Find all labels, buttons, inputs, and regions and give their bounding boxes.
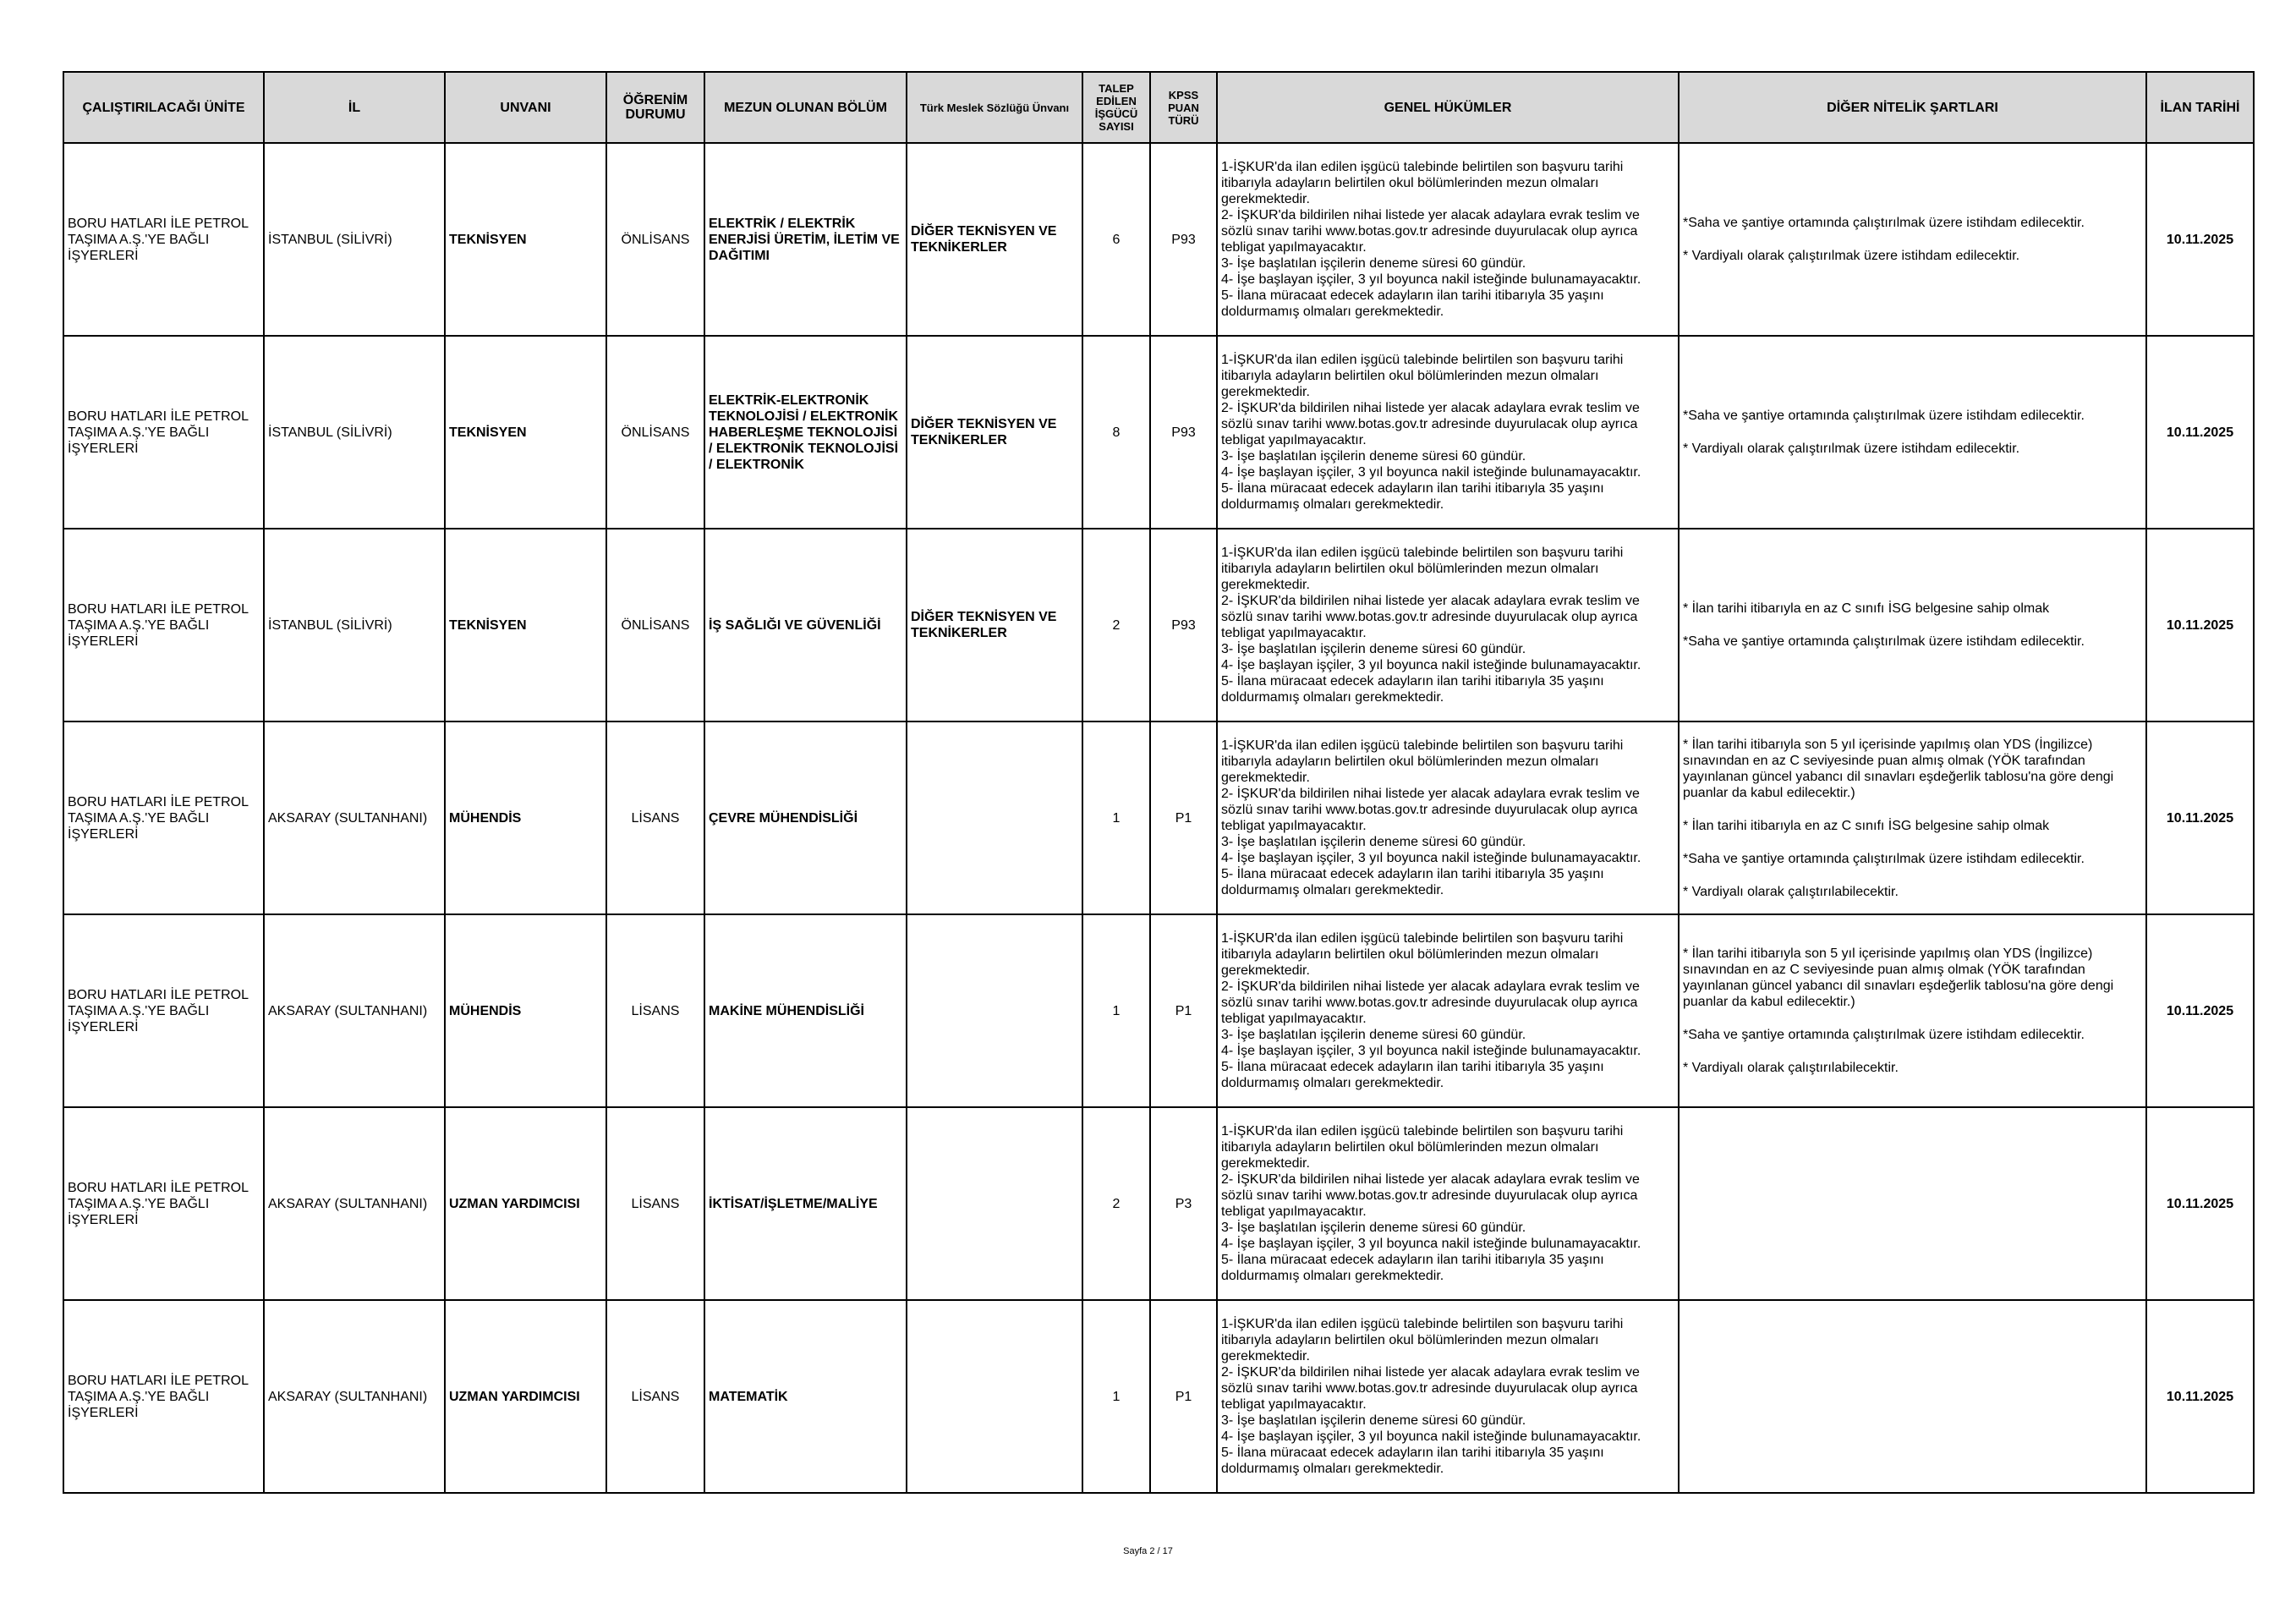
- date-cell: 10.11.2025: [2146, 336, 2254, 529]
- count-cell: 1: [1082, 914, 1150, 1107]
- kpss-cell: P1: [1150, 1300, 1217, 1493]
- date-cell: 10.11.2025: [2146, 1300, 2254, 1493]
- table-row: [63, 336, 2254, 529]
- city-cell: İSTANBUL (SİLİVRİ): [264, 529, 445, 721]
- date-cell: 10.11.2025: [2146, 529, 2254, 721]
- kpss-cell: P93: [1150, 336, 1217, 529]
- city-cell: İSTANBUL (SİLİVRİ): [264, 336, 445, 529]
- other-conditions-cell: [1679, 1300, 2146, 1493]
- kpss-cell: P93: [1150, 143, 1217, 336]
- unit-cell: BORU HATLARI İLE PETROL TAŞIMA A.Ş.'YE BAĞLI İŞYERLERİ: [63, 721, 264, 914]
- education-cell: ÖNLİSANS: [606, 336, 704, 529]
- other-conditions-cell: [1679, 1107, 2146, 1300]
- city-cell: AKSARAY (SULTANHANI): [264, 721, 445, 914]
- meslek-cell: [907, 721, 1082, 914]
- education-cell: ÖNLİSANS: [606, 529, 704, 721]
- general-rules-cell: 1-İŞKUR'da ilan edilen işgücü talebinde belirtilen son başvuru tarihi itibarıyla adayların belirtilen okul bölümlerinden mezun olmaları gerekmektedir. 2- İŞKUR'da bildirilen nihai listede yer alacak adaylara evrak teslim ve sözlü sınav tarihi www.botas.gov.tr adresinde duyurulacak olup ayrıca tebligat yapılmayacaktır. 3- İşe başlatılan işçilerin deneme süresi 60 gündür. 4- İşe başlayan işçiler, 3 yıl boyunca nakil isteğinde bulunamayacaktır. 5- İlana müracaat edecek adayların ilan tarihi itibarıyla 35 yaşını doldurmamış olmaları gerekmektedir.: [1217, 529, 1679, 721]
- unit-cell: BORU HATLARI İLE PETROL TAŞIMA A.Ş.'YE BAĞLI İŞYERLERİ: [63, 1107, 264, 1300]
- department-cell: ELEKTRİK-ELEKTRONİK TEKNOLOJİSİ / ELEKTRONİK HABERLEŞME TEKNOLOJİSİ / ELEKTRONİK TEKNOLOJİSİ / ELEKTRONİK: [704, 336, 907, 529]
- city-cell: AKSARAY (SULTANHANI): [264, 914, 445, 1107]
- kpss-cell: P1: [1150, 914, 1217, 1107]
- header-city: İL: [264, 72, 445, 143]
- condition-item: * Vardiyalı olarak çalıştırılmak üzere istihdam edilecektir.: [1683, 249, 2020, 263]
- kpss-cell: P93: [1150, 529, 1217, 721]
- meslek-cell: DİĞER TEKNİSYEN VE TEKNİKERLER: [907, 529, 1082, 721]
- header-count: TALEP EDİLEN İŞGÜCÜ SAYISI: [1082, 72, 1150, 143]
- condition-item: * İlan tarihi itibarıyla son 5 yıl içerisinde yapılmış olan YDS (İngilizce) sınavından en az C seviyesinde puan almış olmak (YÖK tarafından yayınlanan güncel yabancı dil sınavları eşdeğerlik tablosu'na göre dengi puanlar da kabul edilecektir.): [1683, 737, 2114, 800]
- count-cell: 2: [1082, 529, 1150, 721]
- kpss-cell: P1: [1150, 721, 1217, 914]
- header-conditions: DİĞER NİTELİK ŞARTLARI: [1679, 72, 2146, 143]
- department-cell: MATEMATİK: [704, 1300, 907, 1493]
- general-rules-cell: 1-İŞKUR'da ilan edilen işgücü talebinde belirtilen son başvuru tarihi itibarıyla adayların belirtilen okul bölümlerinden mezun olmaları gerekmektedir. 2- İŞKUR'da bildirilen nihai listede yer alacak adaylara evrak teslim ve sözlü sınav tarihi www.botas.gov.tr adresinde duyurulacak olup ayrıca tebligat yapılmayacaktır. 3- İşe başlatılan işçilerin deneme süresi 60 gündür. 4- İşe başlayan işçiler, 3 yıl boyunca nakil isteğinde bulunamayacaktır. 5- İlana müracaat edecek adayların ilan tarihi itibarıyla 35 yaşını doldurmamış olmaları gerekmektedir.: [1217, 143, 1679, 336]
- date-cell: 10.11.2025: [2146, 1107, 2254, 1300]
- header-department: MEZUN OLUNAN BÖLÜM: [704, 72, 907, 143]
- condition-item: * Vardiyalı olarak çalıştırılabilecektir.: [1683, 1061, 1899, 1075]
- job-listing-table: [63, 71, 2255, 1494]
- title-cell: TEKNİSYEN: [445, 143, 606, 336]
- other-conditions-cell: [1679, 914, 2146, 1107]
- kpss-cell: P3: [1150, 1107, 1217, 1300]
- table-row: [63, 721, 2254, 914]
- condition-item: * Vardiyalı olarak çalıştırılmak üzere istihdam edilecektir.: [1683, 442, 2020, 456]
- date-cell: 10.11.2025: [2146, 143, 2254, 336]
- other-conditions-cell: [1679, 529, 2146, 721]
- department-cell: ELEKTRİK / ELEKTRİK ENERJİSİ ÜRETİM, İLETİM VE DAĞITIMI: [704, 143, 907, 336]
- page-number: Sayfa 2 / 17: [1123, 1546, 1173, 1556]
- general-rules-cell: 1-İŞKUR'da ilan edilen işgücü talebinde belirtilen son başvuru tarihi itibarıyla adayların belirtilen okul bölümlerinden mezun olmaları gerekmektedir. 2- İŞKUR'da bildirilen nihai listede yer alacak adaylara evrak teslim ve sözlü sınav tarihi www.botas.gov.tr adresinde duyurulacak olup ayrıca tebligat yapılmayacaktır. 3- İşe başlatılan işçilerin deneme süresi 60 gündür. 4- İşe başlayan işçiler, 3 yıl boyunca nakil isteğinde bulunamayacaktır. 5- İlana müracaat edecek adayların ilan tarihi itibarıyla 35 yaşını doldurmamış olmaları gerekmektedir.: [1217, 914, 1679, 1107]
- department-cell: İŞ SAĞLIĞI VE GÜVENLİĞİ: [704, 529, 907, 721]
- unit-cell: BORU HATLARI İLE PETROL TAŞIMA A.Ş.'YE BAĞLI İŞYERLERİ: [63, 914, 264, 1107]
- header-title: UNVANI: [445, 72, 606, 143]
- general-rules-cell: 1-İŞKUR'da ilan edilen işgücü talebinde belirtilen son başvuru tarihi itibarıyla adayların belirtilen okul bölümlerinden mezun olmaları gerekmektedir. 2- İŞKUR'da bildirilen nihai listede yer alacak adaylara evrak teslim ve sözlü sınav tarihi www.botas.gov.tr adresinde duyurulacak olup ayrıca tebligat yapılmayacaktır. 3- İşe başlatılan işçilerin deneme süresi 60 gündür. 4- İşe başlayan işçiler, 3 yıl boyunca nakil isteğinde bulunamayacaktır. 5- İlana müracaat edecek adayların ilan tarihi itibarıyla 35 yaşını doldurmamış olmaları gerekmektedir.: [1217, 1107, 1679, 1300]
- table-body: [63, 143, 2254, 1493]
- count-cell: 8: [1082, 336, 1150, 529]
- title-cell: TEKNİSYEN: [445, 336, 606, 529]
- condition-item: *Saha ve şantiye ortamında çalıştırılmak üzere istihdam edilecektir.: [1683, 216, 2085, 230]
- education-cell: LİSANS: [606, 721, 704, 914]
- count-cell: 2: [1082, 1107, 1150, 1300]
- education-cell: LİSANS: [606, 1107, 704, 1300]
- count-cell: 6: [1082, 143, 1150, 336]
- header-meslek: Türk Meslek Sözlüğü Ünvanı: [907, 72, 1082, 143]
- department-cell: İKTİSAT/İŞLETME/MALİYE: [704, 1107, 907, 1300]
- header-row: [63, 72, 2254, 143]
- table-row: [63, 143, 2254, 336]
- count-cell: 1: [1082, 721, 1150, 914]
- city-cell: İSTANBUL (SİLİVRİ): [264, 143, 445, 336]
- title-cell: UZMAN YARDIMCISI: [445, 1107, 606, 1300]
- general-rules-cell: 1-İŞKUR'da ilan edilen işgücü talebinde belirtilen son başvuru tarihi itibarıyla adayların belirtilen okul bölümlerinden mezun olmaları gerekmektedir. 2- İŞKUR'da bildirilen nihai listede yer alacak adaylara evrak teslim ve sözlü sınav tarihi www.botas.gov.tr adresinde duyurulacak olup ayrıca tebligat yapılmayacaktır. 3- İşe başlatılan işçilerin deneme süresi 60 gündür. 4- İşe başlayan işçiler, 3 yıl boyunca nakil isteğinde bulunamayacaktır. 5- İlana müracaat edecek adayların ilan tarihi itibarıyla 35 yaşını doldurmamış olmaları gerekmektedir.: [1217, 336, 1679, 529]
- city-cell: AKSARAY (SULTANHANI): [264, 1107, 445, 1300]
- education-cell: LİSANS: [606, 914, 704, 1107]
- education-cell: ÖNLİSANS: [606, 143, 704, 336]
- condition-item: *Saha ve şantiye ortamında çalıştırılmak üzere istihdam edilecektir.: [1683, 1028, 2085, 1042]
- date-cell: 10.11.2025: [2146, 721, 2254, 914]
- condition-item: *Saha ve şantiye ortamında çalıştırılmak üzere istihdam edilecektir.: [1683, 634, 2085, 649]
- city-cell: AKSARAY (SULTANHANI): [264, 1300, 445, 1493]
- title-cell: UZMAN YARDIMCISI: [445, 1300, 606, 1493]
- condition-item: * İlan tarihi itibarıyla en az C sınıfı İSG belgesine sahip olmak: [1683, 818, 2050, 833]
- table-row: [63, 914, 2254, 1107]
- title-cell: TEKNİSYEN: [445, 529, 606, 721]
- unit-cell: BORU HATLARI İLE PETROL TAŞIMA A.Ş.'YE BAĞLI İŞYERLERİ: [63, 529, 264, 721]
- header-general: GENEL HÜKÜMLER: [1217, 72, 1679, 143]
- department-cell: MAKİNE MÜHENDİSLİĞİ: [704, 914, 907, 1107]
- unit-cell: BORU HATLARI İLE PETROL TAŞIMA A.Ş.'YE BAĞLI İŞYERLERİ: [63, 1300, 264, 1493]
- meslek-cell: DİĞER TEKNİSYEN VE TEKNİKERLER: [907, 336, 1082, 529]
- meslek-cell: [907, 914, 1082, 1107]
- header-kpss: KPSS PUAN TÜRÜ: [1150, 72, 1217, 143]
- condition-item: *Saha ve şantiye ortamında çalıştırılmak üzere istihdam edilecektir.: [1683, 851, 2085, 866]
- condition-item: * İlan tarihi itibarıyla en az C sınıfı İSG belgesine sahip olmak: [1683, 601, 2050, 616]
- header-education: ÖĞRENİM DURUMU: [606, 72, 704, 143]
- department-cell: ÇEVRE MÜHENDİSLİĞİ: [704, 721, 907, 914]
- header-date: İLAN TARİHİ: [2146, 72, 2254, 143]
- meslek-cell: [907, 1300, 1082, 1493]
- table-row: [63, 529, 2254, 721]
- general-rules-cell: 1-İŞKUR'da ilan edilen işgücü talebinde belirtilen son başvuru tarihi itibarıyla adayların belirtilen okul bölümlerinden mezun olmaları gerekmektedir. 2- İŞKUR'da bildirilen nihai listede yer alacak adaylara evrak teslim ve sözlü sınav tarihi www.botas.gov.tr adresinde duyurulacak olup ayrıca tebligat yapılmayacaktır. 3- İşe başlatılan işçilerin deneme süresi 60 gündür. 4- İşe başlayan işçiler, 3 yıl boyunca nakil isteğinde bulunamayacaktır. 5- İlana müracaat edecek adayların ilan tarihi itibarıyla 35 yaşını doldurmamış olmaları gerekmektedir.: [1217, 1300, 1679, 1493]
- other-conditions-cell: [1679, 721, 2146, 914]
- meslek-cell: DİĞER TEKNİSYEN VE TEKNİKERLER: [907, 143, 1082, 336]
- count-cell: 1: [1082, 1300, 1150, 1493]
- unit-cell: BORU HATLARI İLE PETROL TAŞIMA A.Ş.'YE BAĞLI İŞYERLERİ: [63, 143, 264, 336]
- unit-cell: BORU HATLARI İLE PETROL TAŞIMA A.Ş.'YE BAĞLI İŞYERLERİ: [63, 336, 264, 529]
- other-conditions-cell: [1679, 143, 2146, 336]
- other-conditions-cell: [1679, 336, 2146, 529]
- date-cell: 10.11.2025: [2146, 914, 2254, 1107]
- title-cell: MÜHENDİS: [445, 914, 606, 1107]
- condition-item: *Saha ve şantiye ortamında çalıştırılmak üzere istihdam edilecektir.: [1683, 409, 2085, 423]
- condition-item: * Vardiyalı olarak çalıştırılabilecektir.: [1683, 884, 1899, 899]
- condition-item: * İlan tarihi itibarıyla son 5 yıl içerisinde yapılmış olan YDS (İngilizce) sınavından en az C seviyesinde puan almış olmak (YÖK tarafından yayınlanan güncel yabancı dil sınavları eşdeğerlik tablosu'na göre dengi puanlar da kabul edilecektir.): [1683, 946, 2114, 1009]
- education-cell: LİSANS: [606, 1300, 704, 1493]
- meslek-cell: [907, 1107, 1082, 1300]
- general-rules-cell: 1-İŞKUR'da ilan edilen işgücü talebinde belirtilen son başvuru tarihi itibarıyla adayların belirtilen okul bölümlerinden mezun olmaları gerekmektedir. 2- İŞKUR'da bildirilen nihai listede yer alacak adaylara evrak teslim ve sözlü sınav tarihi www.botas.gov.tr adresinde duyurulacak olup ayrıca tebligat yapılmayacaktır. 3- İşe başlatılan işçilerin deneme süresi 60 gündür. 4- İşe başlayan işçiler, 3 yıl boyunca nakil isteğinde bulunamayacaktır. 5- İlana müracaat edecek adayların ilan tarihi itibarıyla 35 yaşını doldurmamış olmaları gerekmektedir.: [1217, 721, 1679, 914]
- table-row: [63, 1107, 2254, 1300]
- header-unit: ÇALIŞTIRILACAĞI ÜNİTE: [63, 72, 264, 143]
- title-cell: MÜHENDİS: [445, 721, 606, 914]
- table-row: [63, 1300, 2254, 1493]
